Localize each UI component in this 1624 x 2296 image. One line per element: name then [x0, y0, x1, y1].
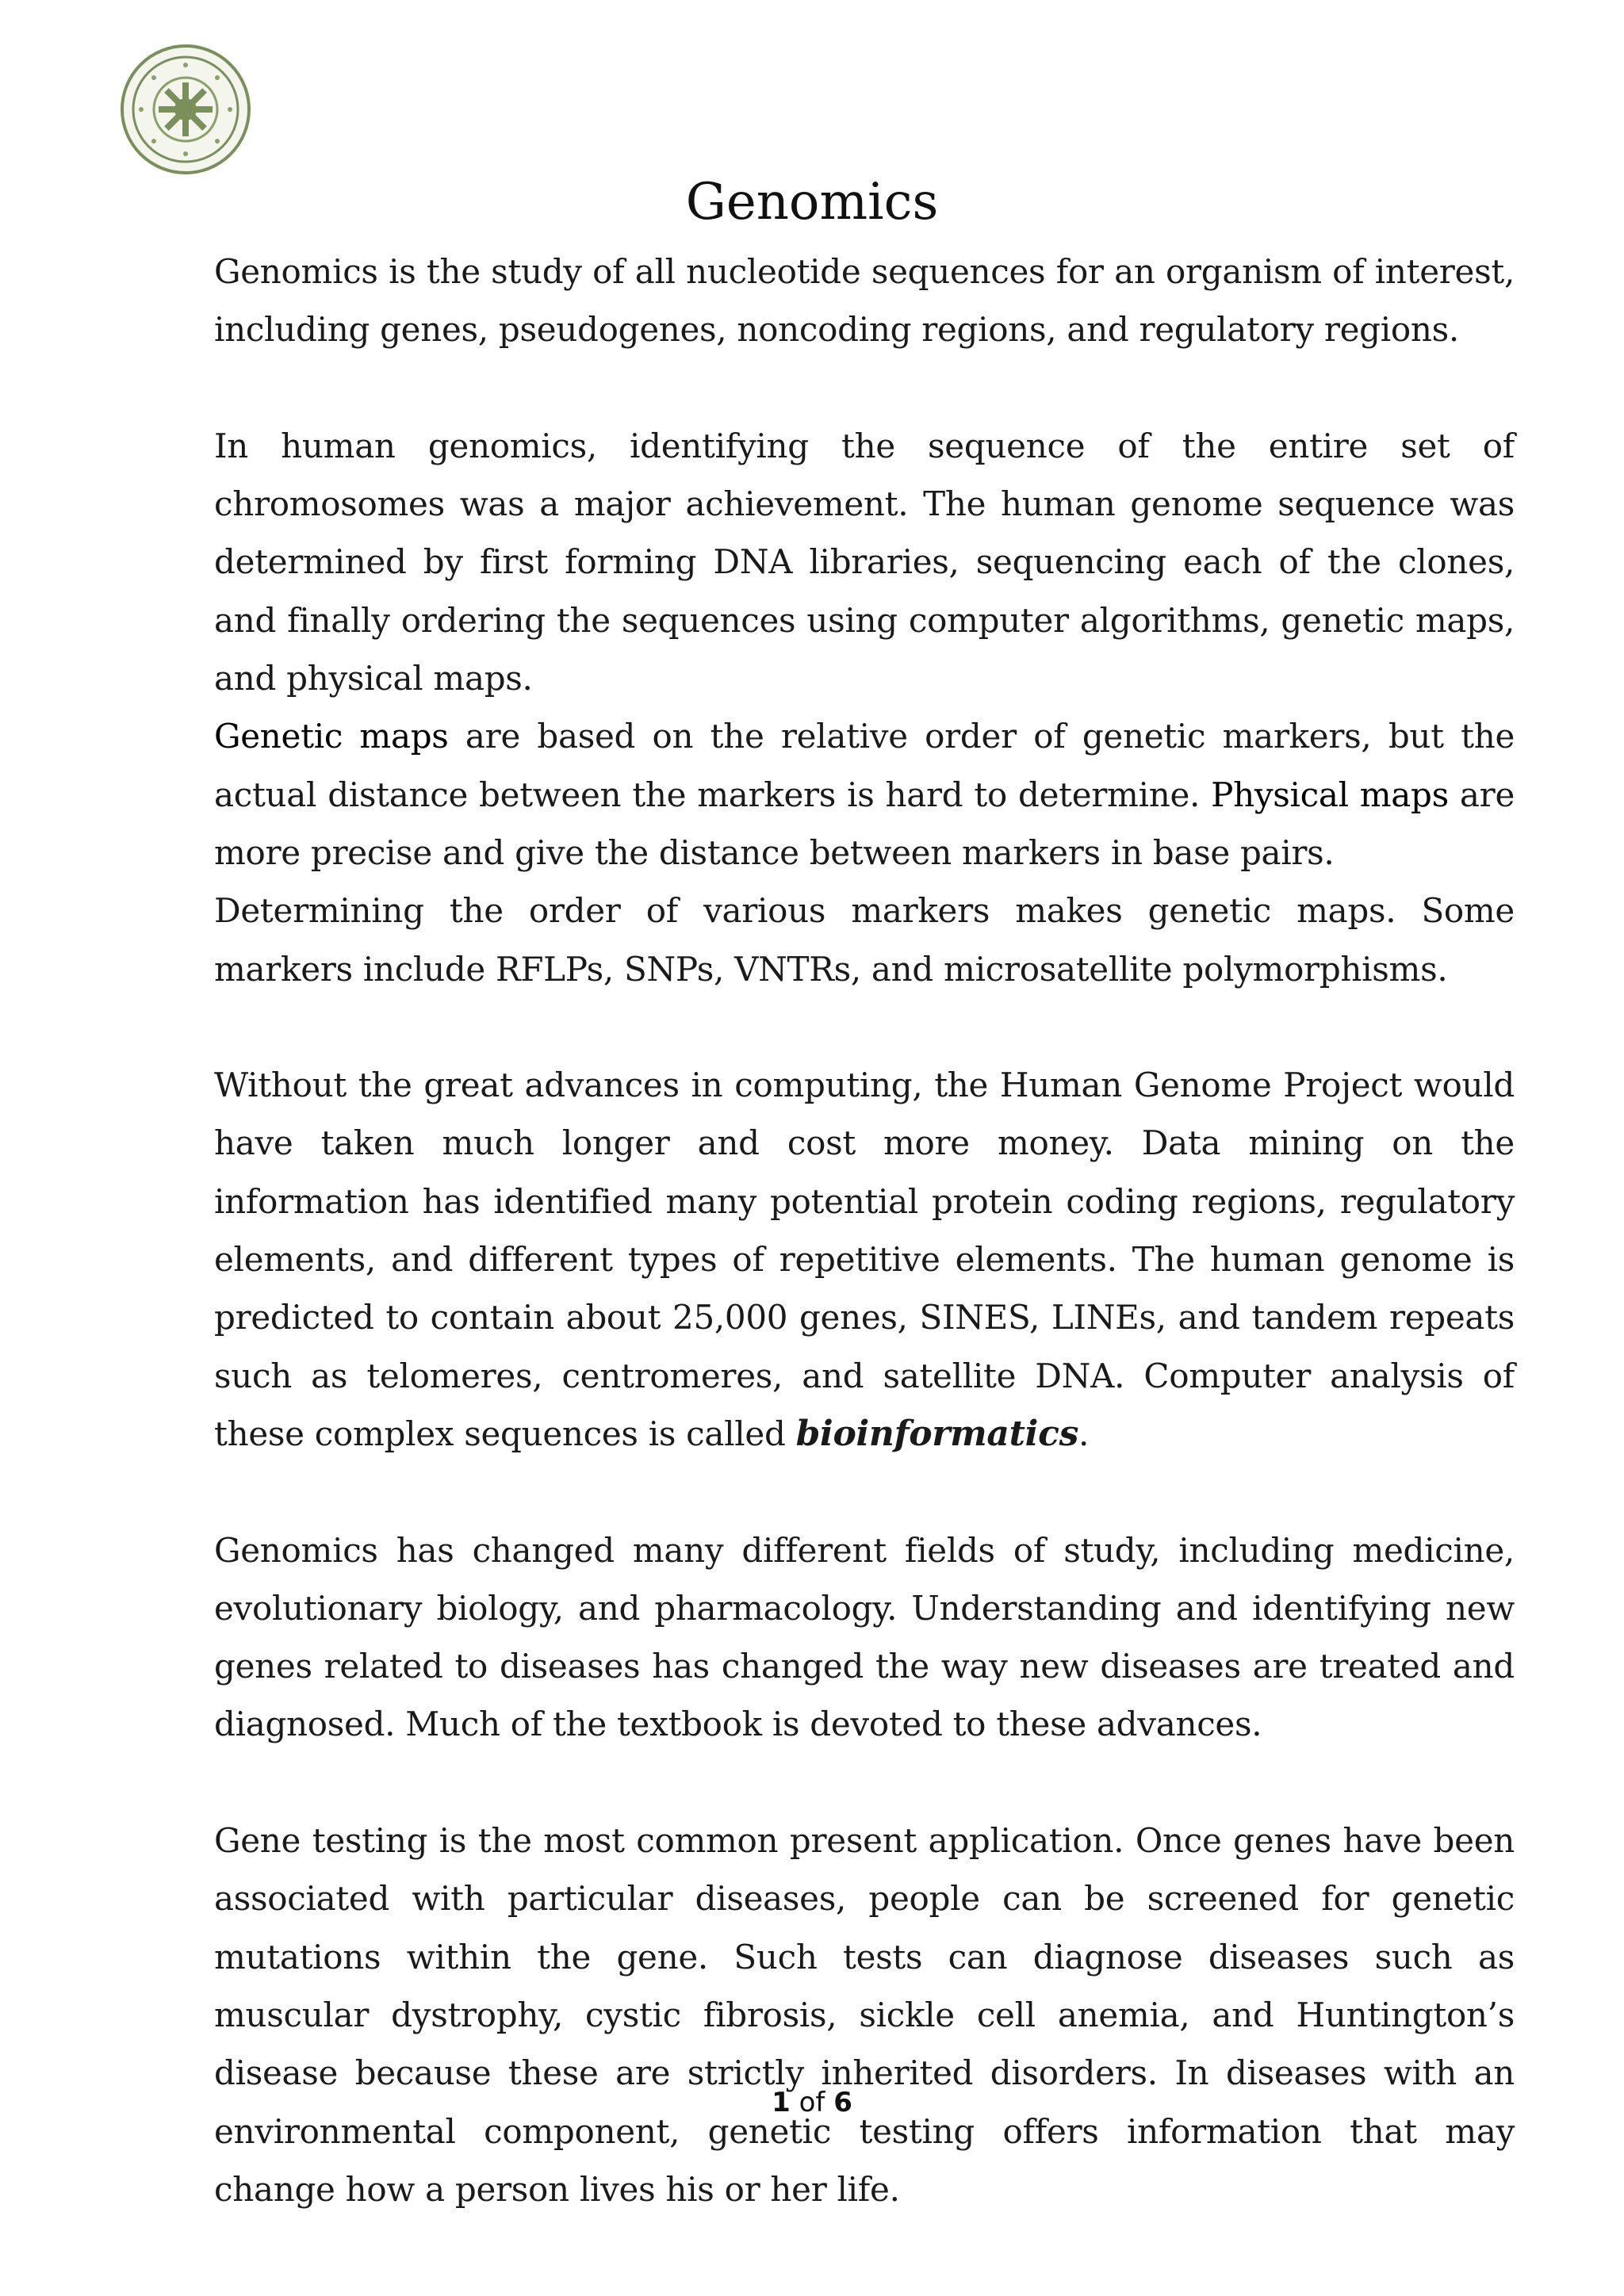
paragraph-markers: Determining the order of various markers makes genetic maps. Some markers include RFLPs, SNPs, VNTRs, and microsatellite polymorphisms.	[214, 891, 1515, 989]
page-current: 1	[772, 2087, 791, 2118]
page-number	[0, 2087, 1624, 2118]
paragraph-computing	[214, 1056, 1515, 1463]
paragraph-definition: Genomics is the study of all nucleotide sequences for an organism of interest, including genes, pseudogenes, noncoding regions, and regulatory regions.	[214, 252, 1515, 350]
page-total: 6	[833, 2087, 852, 2118]
university-seal-icon	[119, 43, 252, 176]
term-genetic-maps: Genetic maps	[214, 717, 449, 756]
computing-end: .	[1078, 1414, 1090, 1453]
paragraph-human-genomics: In human genomics, identifying the sequence of the entire set of chromosomes was a major achievement. The human genome sequence was determined by first forming DNA libraries, sequencing each of the clones, and finally ordering the sequences using computer algorithms, genetic maps, and physical maps.	[214, 426, 1515, 698]
computing-text: Without the great advances in computing, the Human Genome Project would have taken much longer and cost more money. Data mining on the information has identified many potential protein coding regions, regulatory elements, and different types of repetitive elements. The human genome is predicted to contain about 25,000 genes, SINES, LINEs, and tandem repeats such as telomeres, centromeres, and satellite DNA. Computer analysis of these complex sequences is called	[214, 1066, 1515, 1453]
maps-text-1: are based on the relative order of genetic markers, but the actual distance between the markers is hard to determine.	[214, 717, 1515, 814]
term-physical-maps: Physical maps	[1211, 775, 1449, 814]
maps-text-2: are more precise and give the distance between markers in base pairs.	[214, 775, 1515, 872]
paragraph-maps	[214, 707, 1515, 882]
page-title: Genomics	[685, 173, 939, 232]
page-of: of	[799, 2087, 825, 2118]
term-bioinformatics: bioinformatics	[795, 1413, 1079, 1454]
document-body	[214, 243, 1515, 2218]
paragraph-gene-testing: Gene testing is the most common present application. Once genes have been associated with particular diseases, people can be screened for genetic mutations within the gene. Such tests can diagnose diseases such as muscular dystrophy, cystic fibrosis, sickle cell anemia, and Huntington’s disease because these are strictly inherited disorders. In diseases with an environmental component, genetic testing offers information that may change how a person lives his or her life.	[214, 1821, 1515, 2209]
paragraph-fields: Genomics has changed many different fields of study, including medicine, evolutionary biology, and pharmacology. Understanding and identifying new genes related to diseases has changed the way new diseases are treated and diagnosed. Much of the textbook is devoted to these advances.	[214, 1530, 1515, 1744]
